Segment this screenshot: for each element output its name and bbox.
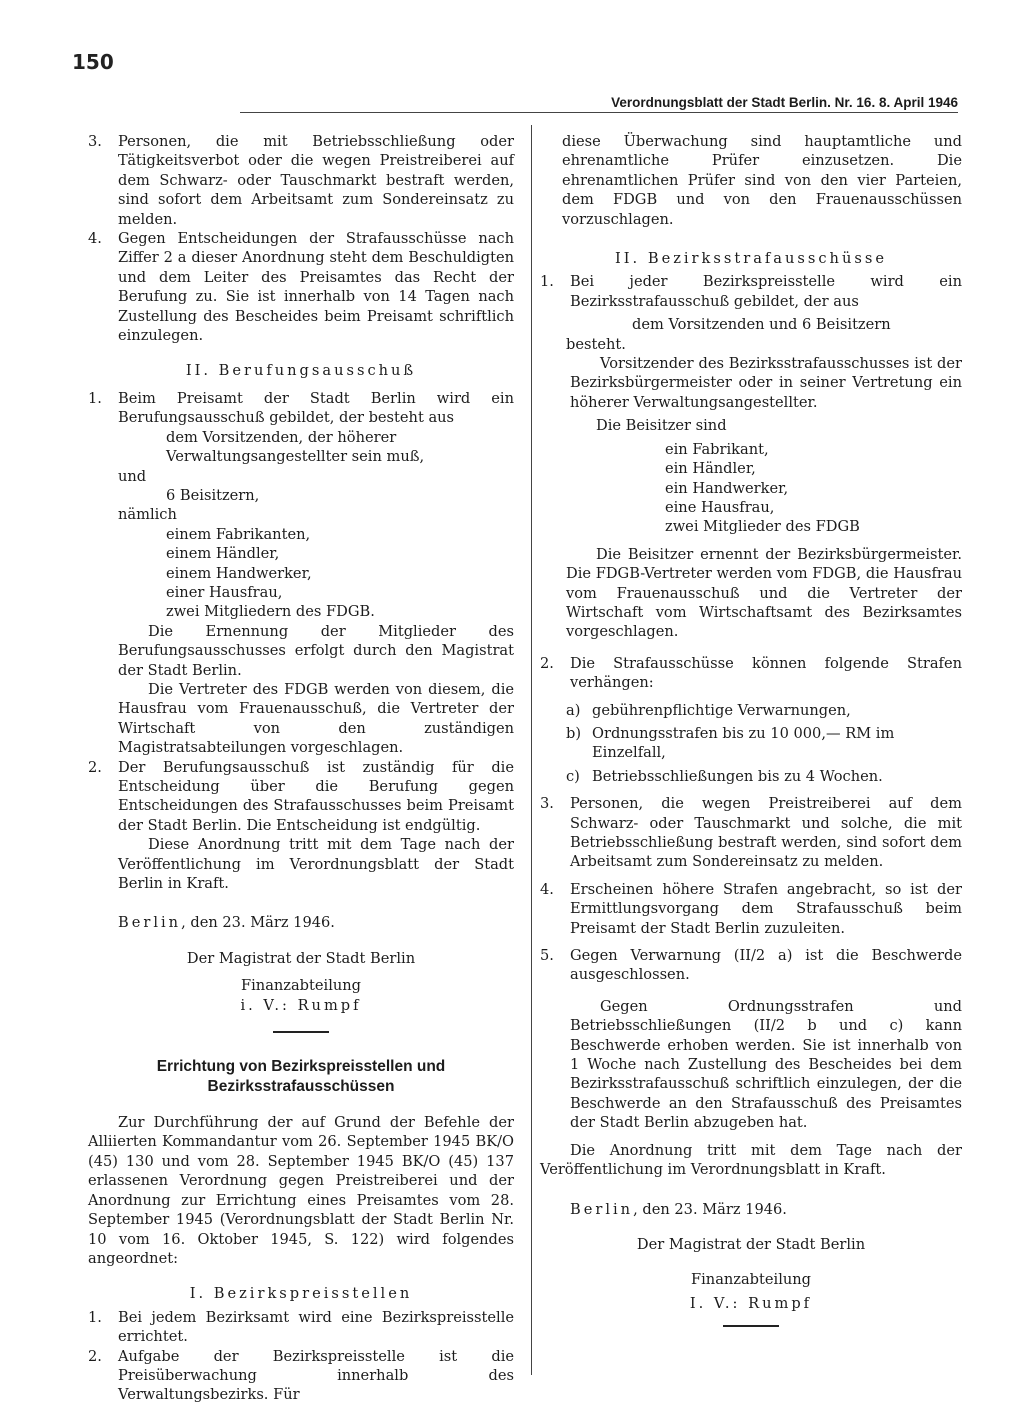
item-number: 2. bbox=[88, 758, 102, 776]
list-item bbox=[540, 880, 962, 938]
namely-line: nämlich bbox=[118, 506, 177, 524]
city: Berlin bbox=[570, 1200, 634, 1218]
list-item bbox=[88, 229, 514, 345]
paragraph: Gegen Ordnungsstrafen und Betriebsschließungen (II/2 b und c) kann Beschwerde erhoben werden. Sie ist innerhalb von 1 Woche nach Zustellung des Bescheides bei dem Bezirksstrafausschuß schriftlich einzulegen, der die Beschwerde an den Strafausschuß des Preisamtes der Stadt Berlin abzugeben hat. bbox=[570, 997, 962, 1132]
penalty-label: c) bbox=[566, 767, 580, 785]
date: , den 23. März 1946. bbox=[181, 914, 335, 932]
article-title: Errichtung von Bezirkspreisstellen und Bezirksstrafausschüssen bbox=[156, 1058, 446, 1096]
item-text: Aufgabe der Bezirkspreisstelle ist die Preisüberwachung innerhalb des Verwaltungsbezirks. Für bbox=[118, 1347, 514, 1404]
continued-paragraph: diese Überwachung sind hauptamtliche und ehrenamtliche Prüfer einzusetzen. Die ehrenamtlichen Prüfer sind von den vier Parteien, dem FDGB und von den Frauenausschüssen vorzuschlagen. bbox=[562, 133, 962, 228]
penalty-text: Ordnungsstrafen bis zu 10 000,— RM im Einzelfall, bbox=[592, 724, 895, 762]
list-item bbox=[88, 758, 514, 836]
item-text: Gegen Entscheidungen der Strafausschüsse nach Ziffer 2 a dieser Anordnung steht dem Beschuldigten und dem Leiter des Preisamtes das Recht der Berufung zu. Sie ist innerhalb von 14 Tagen nach Zustellung des Bescheides beim Preisamt schriftlich einzulegen. bbox=[118, 230, 514, 345]
signature-department: Finanzabteilung bbox=[241, 977, 361, 995]
list-item bbox=[88, 1347, 514, 1405]
member-line: ein Fabrikant, bbox=[665, 440, 769, 458]
item-text: Bei jedem Bezirksamt wird eine Bezirkspreisstelle errichtet. bbox=[118, 1308, 514, 1346]
penalty-list bbox=[540, 701, 962, 787]
running-head: Verordnungsblatt der Stadt Berlin. Nr. 16. 8. April 1946 bbox=[611, 95, 958, 110]
penalty-text: Betriebsschließungen bis zu 4 Wochen. bbox=[592, 767, 883, 785]
item-text: Beim Preisamt der Stadt Berlin wird ein Berufungsausschuß gebildet, der besteht aus bbox=[118, 389, 514, 427]
signature-name: I. V.: Rumpf bbox=[689, 1294, 813, 1312]
member-line: ein Handwerker, bbox=[665, 479, 789, 497]
date-line bbox=[88, 913, 514, 932]
member-line: einer Hausfrau, bbox=[166, 583, 283, 601]
member-line: eine Hausfrau, bbox=[665, 498, 775, 516]
assessors-line: Die Beisitzer sind bbox=[596, 417, 727, 435]
separator-rule bbox=[723, 1325, 779, 1327]
date: , den 23. März 1946. bbox=[633, 1200, 787, 1218]
paragraph: Vorsitzender des Bezirksstrafausschusses ist der Bezirksbürgermeister oder in seiner Vertretung ein höherer Verwaltungsangestellter. bbox=[570, 355, 962, 411]
penalty-item bbox=[566, 701, 962, 720]
penalty-item bbox=[566, 767, 962, 786]
list-item bbox=[540, 946, 962, 985]
item-text: Personen, die mit Betriebsschließung oder Tätigkeitsverbot oder die wegen Preistreiberei auf dem Schwarz- oder Tauschmarkt bestraft werden, sind sofort dem Arbeitsamt zum Sondereinsatz zu melden. bbox=[118, 133, 514, 228]
item-number: 4. bbox=[540, 880, 554, 898]
member-line: zwei Mitglieder des FDGB bbox=[665, 518, 860, 536]
member-line: einem Handwerker, bbox=[166, 564, 312, 582]
closing-paragraph: Die Anordnung tritt mit dem Tage nach der Veröffentlichung im Verordnungsblatt in Kraft. bbox=[540, 1141, 962, 1179]
paragraph: Die Ernennung der Mitglieder des Berufungsausschusses erfolgt durch den Magistrat der Stadt Berlin. bbox=[118, 622, 514, 679]
signature-department: Finanzabteilung bbox=[691, 1271, 811, 1289]
list-item bbox=[540, 794, 962, 872]
item-text: Gegen Verwarnung (II/2 a) ist die Beschwerde ausgeschlossen. bbox=[570, 947, 962, 984]
left-column bbox=[88, 132, 514, 1405]
list-item bbox=[88, 1308, 514, 1347]
intro-paragraph: Zur Durchführung der auf Grund der Befehle der Alliierten Kommandantur vom 26. September 1945 BK/O (45) 130 und vom 28. September 1945 BK/O (45) 137 erlassenen Verordnung gegen Preistreiberei und der Anordnung zur Errichtung eines Preisamtes vom 28. September 1945 (Verordnungsblatt der Stadt Berlin Nr. 10 vom 16. Oktober 1945, S. 122) wird folgendes angeordnet: bbox=[88, 1114, 514, 1267]
signature-body: Der Magistrat der Stadt Berlin bbox=[636, 1235, 866, 1253]
list-item bbox=[540, 654, 962, 693]
item-number: 1. bbox=[88, 389, 102, 407]
member-line: ein Händler, bbox=[665, 460, 756, 478]
section-heading-berufungsausschuss: II. Berufungsausschuß bbox=[185, 362, 417, 380]
item-number: 1. bbox=[540, 273, 554, 291]
item-number: 2. bbox=[88, 1347, 102, 1365]
member-line: zwei Mitgliedern des FDGB. bbox=[166, 603, 375, 621]
item-text: Personen, die wegen Preistreiberei auf dem Schwarz- oder Tauschmarkt und solche, die mit Betriebsschließung bestraft werden, sind sofort dem Arbeitsamt zum Sondereinsatz zu melden. bbox=[570, 795, 962, 871]
list-item bbox=[540, 272, 962, 311]
page-number: 150 bbox=[72, 50, 114, 74]
section-heading-bezirkspreisstellen: I. Bezirkspreisstellen bbox=[189, 1285, 413, 1303]
penalty-label: a) bbox=[566, 701, 581, 719]
item-number: 3. bbox=[540, 795, 554, 813]
signature-name: i. V.: Rumpf bbox=[240, 996, 362, 1014]
item-number: 5. bbox=[540, 947, 554, 965]
chair-line: dem Vorsitzenden und 6 Beisitzern bbox=[632, 316, 891, 334]
penalty-label: b) bbox=[566, 724, 582, 742]
chair-line: dem Vorsitzenden, der höherer Verwaltungsangestellter sein muß, bbox=[166, 428, 425, 466]
member-line: einem Händler, bbox=[166, 545, 280, 563]
and-line: und bbox=[118, 467, 147, 485]
signature-body: Der Magistrat der Stadt Berlin bbox=[186, 949, 416, 967]
right-column bbox=[540, 132, 962, 1327]
item-text: Erscheinen höhere Strafen angebracht, so ist der Ermittlungsvorgang dem Strafausschuß beim Preisamt der Stadt Berlin zuzuleiten. bbox=[570, 880, 962, 937]
paragraph: Die Vertreter des FDGB werden von diesem, die Hausfrau vom Frauenausschuß, die Vertreter der Wirtschaft von den zuständigen Magistratsabteilungen vorgeschlagen. bbox=[118, 680, 514, 757]
penalty-text: gebührenpflichtige Verwarnungen, bbox=[592, 701, 851, 719]
item-text: Der Berufungsausschuß ist zuständig für die Entscheidung über die Berufung gegen Entscheidungen des Strafausschusses beim Preisamt der Stadt Berlin. Die Entscheidung ist endgültig. bbox=[118, 758, 514, 834]
list-item bbox=[88, 389, 514, 428]
city: Berlin bbox=[118, 914, 182, 932]
list-item bbox=[88, 132, 514, 229]
item-number: 3. bbox=[88, 133, 102, 150]
penalty-item bbox=[566, 724, 962, 763]
item-text: Die Strafausschüsse können folgende Strafen verhängen: bbox=[570, 654, 962, 692]
assessors-line: 6 Beisitzern, bbox=[166, 486, 260, 504]
item-text: Bei jeder Bezirkspreisstelle wird ein Bezirksstrafausschuß gebildet, der aus bbox=[570, 273, 962, 310]
closing-paragraph: Diese Anordnung tritt mit dem Tage nach der Veröffentlichung im Verordnungsblatt der Stadt Berlin in Kraft. bbox=[118, 836, 514, 893]
member-line: einem Fabrikanten, bbox=[166, 525, 311, 543]
item-number: 2. bbox=[540, 654, 554, 672]
paragraph: Die Beisitzer ernennt der Bezirksbürgermeister. Die FDGB-Vertreter werden vom FDGB, die Hausfrau vom Frauenausschuß und die Vertreter der Wirtschaft vom Wirtschaftsamt des Bezirksamtes vorgeschlagen. bbox=[566, 545, 962, 641]
section-heading-bezirksstrafausschuesse: II. Bezirksstrafausschüsse bbox=[615, 250, 887, 268]
header-rule bbox=[240, 112, 958, 113]
item-number: 1. bbox=[88, 1308, 102, 1326]
item-number: 4. bbox=[88, 230, 102, 248]
exists-line: besteht. bbox=[566, 335, 626, 353]
column-divider bbox=[531, 125, 532, 1375]
date-line bbox=[540, 1200, 962, 1219]
